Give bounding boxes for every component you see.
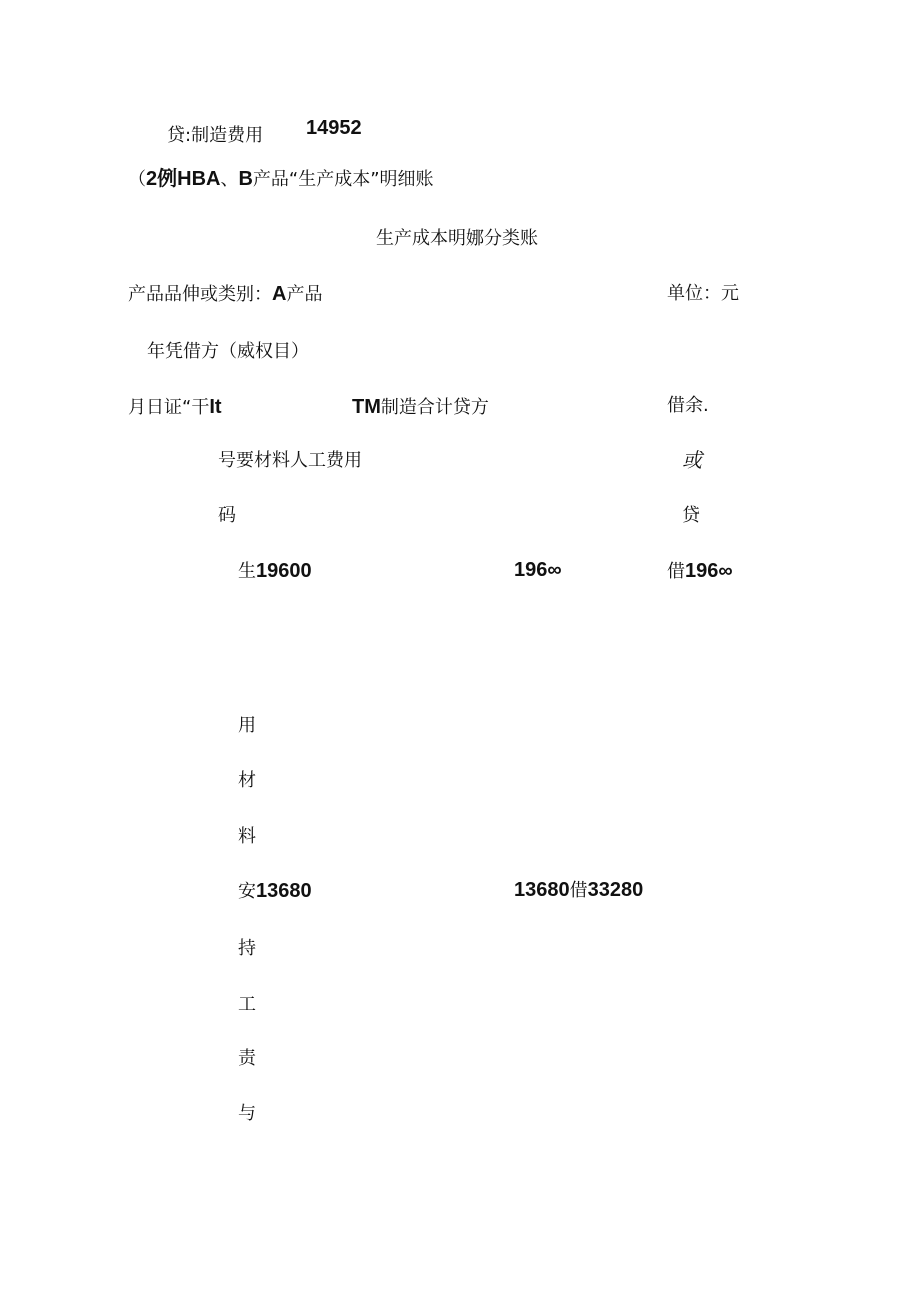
section-heading bbox=[128, 169, 434, 189]
row-2-material bbox=[238, 881, 312, 901]
header-row-2-mid bbox=[352, 397, 489, 417]
row-2-total-cell bbox=[514, 880, 643, 900]
vertical-char: 用 bbox=[238, 715, 256, 736]
header-or: 或 bbox=[682, 448, 702, 472]
header-row-2-left bbox=[128, 397, 222, 417]
row-1-total: 196∞ bbox=[514, 559, 562, 581]
row-1-direction: 借 bbox=[667, 561, 685, 582]
row-2-direction: 借 bbox=[569, 880, 588, 901]
vertical-char: 与 bbox=[238, 1103, 256, 1124]
row-1-balance-cell bbox=[667, 561, 733, 581]
header-credit: 贷 bbox=[682, 505, 700, 526]
header-row-3: 号要材料人工费用 bbox=[218, 450, 362, 471]
row-2-total: 13680 bbox=[514, 879, 570, 901]
row-2-prefix: 安 bbox=[238, 881, 256, 902]
unit-label: 单位：元 bbox=[667, 283, 739, 304]
header-mid-label: 制造合计贷方 bbox=[380, 397, 489, 418]
section-product-b: B bbox=[238, 168, 253, 190]
product-name: 产品 bbox=[286, 284, 323, 305]
header-it-label: It bbox=[209, 396, 222, 418]
header-row-1: 年凭借方（威权目） bbox=[147, 341, 309, 362]
vertical-char: 工 bbox=[238, 994, 256, 1015]
vertical-char: 责 bbox=[238, 1048, 256, 1069]
ledger-title: 生产成本明娜分类账 bbox=[376, 228, 538, 249]
product-code: A bbox=[272, 283, 287, 305]
credit-overhead-label: 贷:制造费用 bbox=[167, 125, 264, 146]
section-number: 2例HBA bbox=[146, 168, 221, 190]
header-tm-label: TM bbox=[352, 396, 381, 418]
vertical-char: 料 bbox=[238, 826, 256, 847]
header-balance-label: 借余. bbox=[667, 395, 709, 416]
section-prefix: （ bbox=[128, 169, 146, 190]
section-separator: 、 bbox=[220, 169, 239, 190]
header-code: 码 bbox=[218, 505, 236, 526]
vertical-char: 持 bbox=[238, 938, 256, 959]
credit-overhead-amount: 14952 bbox=[306, 117, 362, 139]
row-1-balance: 196∞ bbox=[685, 560, 733, 582]
row-2-balance: 33280 bbox=[587, 879, 644, 901]
row-1-material bbox=[238, 561, 312, 581]
header-date-label: 月日证“干 bbox=[128, 397, 210, 418]
row-1-prefix: 生 bbox=[238, 561, 256, 582]
product-label: 产品品伸或类别： bbox=[128, 284, 272, 305]
row-2-amount: 13680 bbox=[256, 880, 312, 902]
vertical-char: 材 bbox=[238, 770, 256, 791]
section-rest: 产品“生产成本”明细账 bbox=[252, 169, 434, 190]
row-1-amount: 19600 bbox=[256, 560, 312, 582]
product-line bbox=[128, 284, 322, 304]
